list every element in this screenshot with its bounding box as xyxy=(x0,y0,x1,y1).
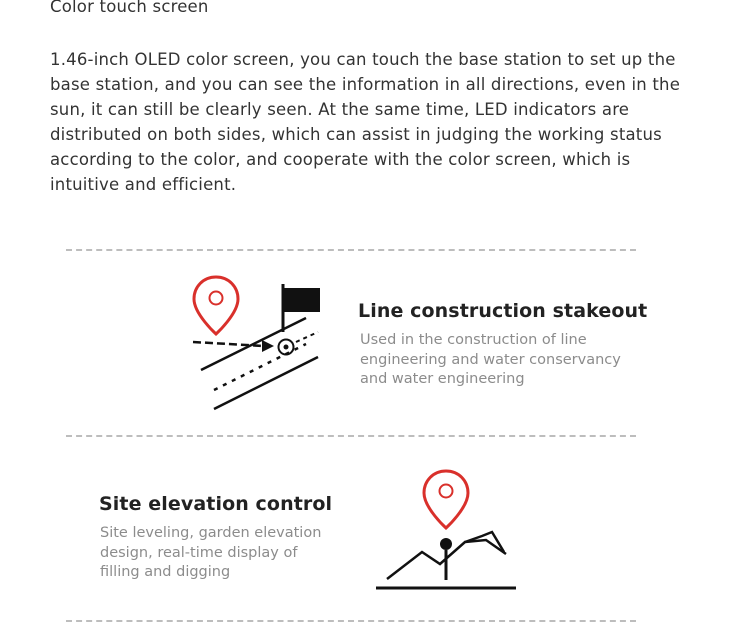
feature-title-stakeout: Line construction stakeout xyxy=(358,300,648,322)
section-description: 1.46-inch OLED color screen, you can touch the base station to set up the base station, and you can see the information in all directions, even in the sun, it can still be clearly seen. At the same time, LED indicators are distributed on both sides, which can assist in judging the working status according to the color, and cooperate with the color screen, which is intuitive and efficient. xyxy=(50,50,681,194)
feature-description-stakeout: Used in the construction of line engineering and water conservancy and water engineering xyxy=(360,332,621,387)
feature-description-elevation: Site leveling, garden elevation design, real-time display of filling and digging xyxy=(100,525,322,580)
divider xyxy=(66,620,636,622)
line-stakeout-icon xyxy=(186,272,336,417)
divider xyxy=(66,249,636,251)
elevation-control-icon xyxy=(370,466,525,594)
divider xyxy=(66,435,636,437)
section-title: Color touch screen xyxy=(50,0,209,16)
feature-title-elevation: Site elevation control xyxy=(99,493,333,515)
